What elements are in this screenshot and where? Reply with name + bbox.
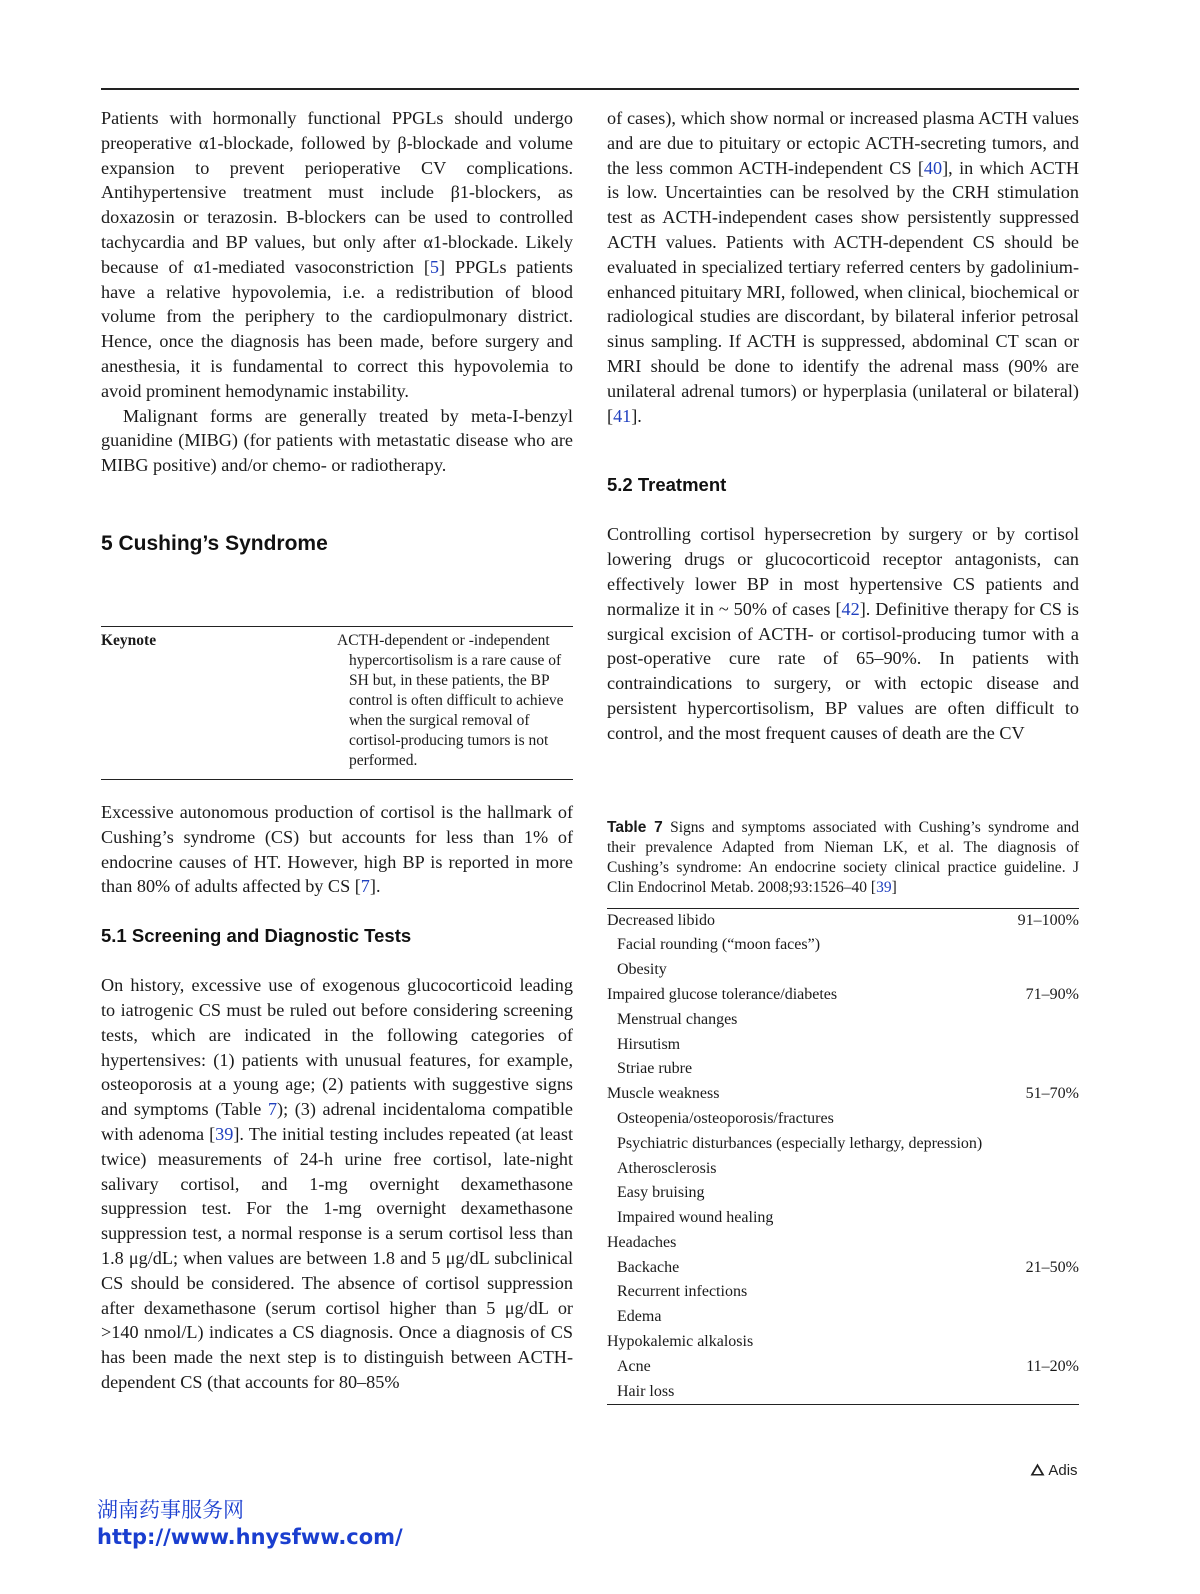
- table-row: [607, 1082, 1079, 1107]
- prevalence-cell: 51–70%: [1025, 1085, 1079, 1103]
- symptom-cell: Backache: [617, 1258, 680, 1276]
- table-row: [607, 933, 1079, 958]
- symptom-cell: Obesity: [617, 961, 667, 979]
- prevalence-cell: 11–20%: [1026, 1357, 1079, 1375]
- text-run: Controlling cortisol hypersecretion by surgery or by cortisol lowering drugs or glucocorticoid receptor antagonists, can effectively lower BP in most hypertensive CS patients and normalize it in ~ 50% of cases [: [607, 524, 1079, 619]
- paragraph-malignant-forms: Malignant forms are generally treated by meta-I-benzyl guanidine (MIBG) (for patients with metastatic disease who are MIBG positive) and/or chemo- or radiotherapy.: [101, 405, 573, 476]
- watermark-site-name: 湖南药事服务网: [97, 1498, 244, 1522]
- symptom-cell: Psychiatric disturbances (especially lethargy, depression): [617, 1134, 983, 1152]
- symptom-cell: Muscle weakness: [607, 1085, 720, 1103]
- table-row: [607, 1330, 1079, 1355]
- symptom-cell: Atherosclerosis: [617, 1159, 717, 1177]
- text-run: ]. Definitive therapy for CS is surgical excision of ACTH- or cortisol-producing tumor with a post-operative cure rate of 65–90%. In patients with contraindications to surgery, or with ectopic disease and persistent hypercortisolism, BP values are often difficult to control, and the most frequent causes of death are the CV: [607, 598, 1079, 743]
- symptom-cell: Edema: [617, 1308, 662, 1326]
- table-7: [607, 908, 1079, 1406]
- ref-link-40[interactable]: 40: [923, 157, 943, 178]
- symptom-cell: Easy bruising: [617, 1184, 705, 1202]
- symptom-cell: Hypokalemic alkalosis: [607, 1333, 754, 1351]
- ref-link-7[interactable]: 7: [360, 876, 370, 897]
- table-row: [607, 1132, 1079, 1157]
- text-run: On history, excessive use of exogenous glucocorticoid leading to iatrogenic CS must be ruled out before considering screening tests, which are indicated in the following categories of hypertensives: (1) patients with unusual features, for example, osteoporosis at a young age; (2) patients with suggestive signs and symptoms (Table: [101, 975, 573, 1120]
- watermark-url[interactable]: http://www.hnysfww.com/: [97, 1525, 403, 1549]
- watermark: [97, 1496, 403, 1550]
- symptom-cell: Recurrent infections: [617, 1283, 748, 1301]
- symptom-cell: Osteopenia/osteoporosis/fractures: [617, 1109, 834, 1127]
- table-row: [607, 1305, 1079, 1330]
- table-row: [607, 1057, 1079, 1082]
- paragraph-acth-dependent: [607, 106, 1079, 428]
- ref-link-42[interactable]: 42: [841, 598, 860, 619]
- text-run: Signs and symptoms associated with Cushing’s syndrome and their prevalence Adapted from Nieman LK, et al. The diagnosis of Cushing’s syndrome: An endocrine society clinical practice guideline. J Clin Endocrinol Metab. 2008;93:1526–40 [: [607, 818, 1079, 896]
- symptom-cell: Menstrual changes: [617, 1010, 738, 1028]
- paragraph-ppgl-treatment: [101, 106, 573, 404]
- table-row: [607, 983, 1079, 1008]
- ref-link-5[interactable]: 5: [429, 256, 440, 277]
- keynote-box: [101, 626, 573, 780]
- paragraph-treatment: [607, 522, 1079, 745]
- symptom-cell: Impaired glucose tolerance/diabetes: [607, 985, 838, 1003]
- symptom-cell: Hair loss: [617, 1382, 675, 1400]
- symptom-cell: Hirsutism: [617, 1035, 681, 1053]
- prevalence-cell: [1013, 1330, 1079, 1355]
- ref-link-39[interactable]: 39: [215, 1123, 234, 1144]
- text-run: ].: [631, 405, 642, 426]
- table-row: [607, 908, 1079, 933]
- text-run: ] PPGLs patients have a relative hypovolemia, i.e. a redistribution of blood volume from the periphery to the cardiopulmonary district. Hence, once the diagnosis has been made, before surgery and anesthesia, it is fundamental to correct this hypovolemia to avoid prominent hemodynamic instability.: [101, 256, 573, 401]
- table-row: [607, 1181, 1079, 1206]
- publisher-logo: [1030, 1462, 1078, 1479]
- table-row: [607, 1380, 1079, 1405]
- table-row: [607, 1355, 1079, 1380]
- publisher-name: Adis: [1048, 1462, 1078, 1479]
- symptom-cell: Acne: [617, 1357, 651, 1375]
- prevalence-cell: 71–90%: [1025, 985, 1079, 1003]
- symptom-cell: Impaired wound healing: [617, 1209, 774, 1227]
- text-run: ); (3) adrenal incidentaloma compatible with adenoma [: [101, 1099, 573, 1144]
- keynote-text: ACTH-dependent or -independent hypercortisolism is a rare cause of SH but, in these patients, the BP control is often difficult to achieve when the surgical removal of cortisol-producing tumors is not performed.: [337, 631, 564, 769]
- prevalence-cell: [1013, 1107, 1079, 1132]
- symptom-cell: Facial rounding (“moon faces”): [617, 936, 821, 954]
- prevalence-cell: [1013, 1132, 1079, 1157]
- prevalence-cell: [1013, 1380, 1079, 1405]
- text-run: ]: [891, 878, 897, 896]
- table-row: [607, 1157, 1079, 1182]
- prevalence-cell: [1013, 1181, 1079, 1206]
- ref-link-39-caption[interactable]: 39: [876, 878, 892, 896]
- prevalence-cell: [1013, 933, 1079, 958]
- prevalence-cell: [1013, 1231, 1079, 1256]
- table-row: [607, 1231, 1079, 1256]
- ref-link-41[interactable]: 41: [613, 405, 632, 426]
- left-column: [101, 106, 573, 1395]
- table-row: [607, 1280, 1079, 1305]
- table-7-label: Table 7: [607, 818, 663, 836]
- symptom-cell: Decreased libido: [607, 911, 715, 929]
- text-run: of cases), which show normal or increased plasma ACTH values and are due to pituitary or ectopic ACTH-secreting tumors, and the less common ACTH-independent CS [: [607, 108, 1079, 178]
- text-run: ]. The initial testing includes repeated (at least twice) measurements of 24-h urine free cortisol, late-night salivary cortisol, and 1-mg overnight dexamethasone suppression test. For the 1-mg overnight dexamethasone suppression test, a normal response is a serum cortisol less than 1.8 μg/dL; when values are between 1.8 and 5 μg/dL subclinical CS should be considered. The absence of cortisol suppression after dexamethasone (serum cortisol higher than 5 μg/dL or >140 nmol/L) indicates a CS diagnosis. Once a diagnosis of CS has been made the next step is to distinguish between ACTH-dependent CS (that accounts for 80–85%: [101, 1123, 573, 1392]
- prevalence-cell: [1013, 1305, 1079, 1330]
- table-row: [607, 958, 1079, 983]
- section-5-heading: 5 Cushing’s Syndrome: [101, 531, 328, 555]
- text-run: ].: [369, 876, 381, 897]
- symptom-cell: Headaches: [607, 1233, 677, 1251]
- prevalence-cell: [1013, 1206, 1079, 1231]
- prevalence-cell: [1013, 1057, 1079, 1082]
- section-5-2-heading: 5.2 Treatment: [607, 474, 727, 496]
- keynote-label: Keynote: [101, 631, 157, 649]
- table-row: [607, 1107, 1079, 1132]
- adis-triangle-icon: [1030, 1462, 1048, 1479]
- table-7-body: [607, 908, 1079, 1405]
- prevalence-cell: [1013, 1008, 1079, 1033]
- table-7-caption: [607, 818, 1079, 898]
- text-run: ], in which ACTH is low. Uncertainties can be resolved by the CRH stimulation test as ACTH-independent cases show persistently suppressed ACTH values. Patients with ACTH-dependent CS should be evaluated in specialized tertiary referred centers by gadolinium-enhanced pituitary MRI, followed, when clinical, biochemical or radiological studies are discordant, by bilateral inferior petrosal sinus sampling. If ACTH is suppressed, abdominal CT scan or MRI should be done to identify the adrenal mass (90% are unilateral adrenal tumors) or hyperplasia (unilateral or bilateral) [: [607, 157, 1079, 426]
- right-column: [607, 106, 1079, 1405]
- table-row: [607, 1008, 1079, 1033]
- prevalence-cell: 91–100%: [1017, 911, 1079, 929]
- prevalence-cell: 21–50%: [1025, 1258, 1079, 1276]
- table-row: [607, 1206, 1079, 1231]
- prevalence-cell: [1013, 1033, 1079, 1058]
- table-row: [607, 1033, 1079, 1058]
- table-7-link[interactable]: 7: [267, 1099, 278, 1120]
- text-run: Excessive autonomous production of cortisol is the hallmark of Cushing’s syndrome (CS) but accounts for less than 1% of endocrine causes of HT. However, high BP is reported in more than 80% of adults affected by CS [: [101, 801, 573, 897]
- paragraph-cushing-intro: [101, 800, 573, 899]
- symptom-cell: Striae rubre: [617, 1060, 693, 1078]
- prevalence-cell: [1013, 958, 1079, 983]
- top-rule: [101, 88, 1079, 90]
- text-run: Patients with hormonally functional PPGLs should undergo preoperative α1-blockade, followed by β-blockade and volume expansion to prevent perioperative CV complications. Antihypertensive treatment must include β1-blockers, as doxazosin or terazosin. B-blockers can be used to controlled tachycardia and BP values, but only after α1-blockade. Likely because of α1-mediated vasoconstriction [: [101, 108, 573, 277]
- paragraph-screening: [101, 973, 573, 1395]
- section-5-1-heading: 5.1 Screening and Diagnostic Tests: [101, 925, 412, 947]
- prevalence-cell: [1013, 1280, 1079, 1305]
- table-row: [607, 1256, 1079, 1281]
- prevalence-cell: [1013, 1157, 1079, 1182]
